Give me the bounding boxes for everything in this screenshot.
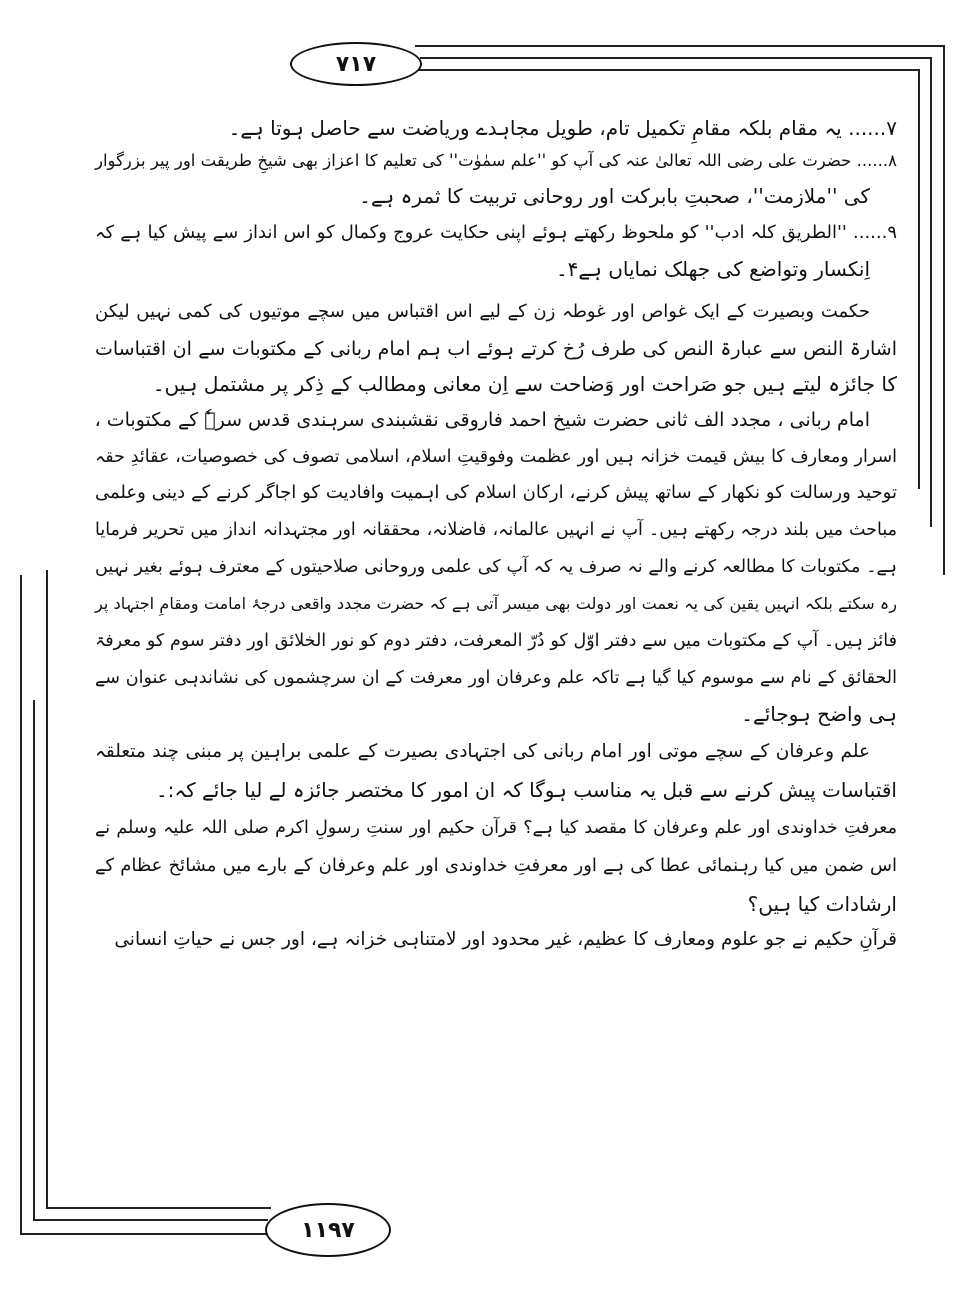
frame-line	[415, 45, 945, 47]
text-line: فائز ہیں۔ آپ کے مکتوبات میں سے دفتر اوّل کو دُرّ المعرفت، دفتر دوم کو نور الخلائق اور دفتر سوم کو معرفۃ	[95, 631, 897, 651]
text-line: مباحث میں بلند درجہ رکھتے ہیں۔ آپ نے انہیں عالمانہ، فاضلانہ، محققانہ اور مجتہدانہ انداز میں تحریر فرمایا	[95, 520, 897, 540]
frame-line	[20, 1233, 270, 1235]
frame-line	[46, 1207, 271, 1209]
text-line: قرآنِ حکیم نے جو علوم ومعارف کا عظیم، غیر محدود اور لامتناہی خزانہ ہے، اور جس نے حیاتِ انسانی	[114, 929, 897, 950]
text-line: کا جائزہ لیتے ہیں جو صَراحت اور وَضاحت سے اِن معانی ومطالب کے ذِکر پر مشتمل ہیں۔	[152, 372, 897, 396]
text-line: رہ سکتے بلکہ انہیں یقین کی یہ نعمت اور دولت بھی میسر آتی ہے کہ حضرت مجدد واقعی درجۂ امامت ومقامِ اجتہاد پر	[95, 594, 897, 613]
text-line: علم وعرفان کے سچے موتی اور امام ربانی کی اجتہادی بصیرت کے علمی براہین پر مبنی چند متعلقہ	[95, 741, 870, 762]
text-line: حکمت وبصیرت کے ایک غواص اور غوطہ زن کے لیے اس اقتباس میں سچے موتیوں کی کمی نہیں لیکن	[95, 301, 870, 322]
frame-line	[33, 1219, 268, 1221]
frame-line	[20, 575, 22, 1235]
frame-line	[46, 570, 48, 1208]
text-line: ۸...... حضرت علی رضی اللہ تعالیٰ عنہ کی آپ کو ''علم سمٰوٰت'' کی تعلیم کا اعزاز بھی شیخِ طریقت اور پیر بزرگوار	[95, 151, 897, 170]
frame-line	[420, 57, 932, 59]
text-line: امام ربانی ، مجدد الف ثانی حضرت شیخ احمد فاروقی نقشبندی سرہندی قدس سرہٗ کے مکتوبات ،	[94, 409, 870, 431]
frame-line	[943, 45, 945, 575]
frame-line	[918, 69, 920, 489]
page-number-bottom	[265, 1203, 391, 1257]
text-line: توحید ورسالت کو نکھار کے ساتھ پیش کرنے، ارکان اسلام کی اہمیت وافادیت کو اجاگر کرنے کے دینی وعلمی	[95, 482, 897, 503]
frame-line	[33, 700, 35, 1220]
page-number-top	[290, 42, 422, 86]
text-line: معرفتِ خداوندی اور علم وعرفان کا مقصد کیا ہے؟ قرآن حکیم اور سنتِ رسولِ اکرم صلی اللہ علیہ وسلم نے	[95, 818, 897, 838]
text-line: اِنکسار وتواضع کی جھلک نمایاں ہے۴۔	[555, 257, 870, 281]
text-line: اسرار ومعارف کا بیش قیمت خزانہ ہیں اور عظمت وفوقیتِ اسلام، اسلامی تصوف کی خصوصیات، عقائدِ حقہ	[95, 447, 897, 467]
page-number-bottom-text: ۱۱۹۷	[301, 1217, 355, 1243]
frame-line	[930, 57, 932, 527]
text-line: ہے۔ مکتوبات کا مطالعہ کرنے والے نہ صرف یہ کہ آپ کی علمی وروحانی صلاحیتوں کے معترف ہوئے بغیر نہیں	[95, 557, 897, 577]
text-line: ہی واضح ہوجائے۔	[741, 702, 897, 726]
text-line: ارشادات کیا ہیں؟	[747, 892, 897, 916]
page-number-top-text: ۷۱۷	[335, 51, 377, 77]
frame-line	[415, 69, 920, 71]
text-line: کی ''ملازمت''، صحبتِ بابرکت اور روحانی تربیت کا ثمرہ ہے۔	[359, 184, 870, 208]
text-line: الحقائق کے نام سے موسوم کیا گیا ہے تاکہ علم وعرفان اور معرفت کے ان سرچشموں کی نشاندہی عنوان سے	[95, 668, 897, 688]
text-line: اشارۃ النص سے عبارۃ النص کی طرف رُخ کرتے ہوئے اب ہم امام ربانی کے مکتوبات سے ان اقتباسات	[95, 338, 897, 360]
text-line: اس ضمن میں کیا رہنمائی عطا کی ہے اور معرفتِ خداوندی اور علم وعرفان کے بارے میں مشائخ عظام کے	[95, 855, 897, 876]
text-line: ۹...... ''الطریق کلہ ادب'' کو ملحوظ رکھتے ہوئے اپنی حکایت عروج وکمال کو اس انداز سے پیش کیا ہے کہ	[95, 222, 897, 243]
text-line: اقتباسات پیش کرنے سے قبل یہ مناسب ہوگا کہ ان امور کا مختصر جائزہ لے لیا جائے کہ:۔	[155, 778, 897, 802]
text-line: ۷...... یہ مقام بلکہ مقامِ تکمیل تام، طویل مجاہدے وریاضت سے حاصل ہوتا ہے۔	[228, 116, 897, 140]
